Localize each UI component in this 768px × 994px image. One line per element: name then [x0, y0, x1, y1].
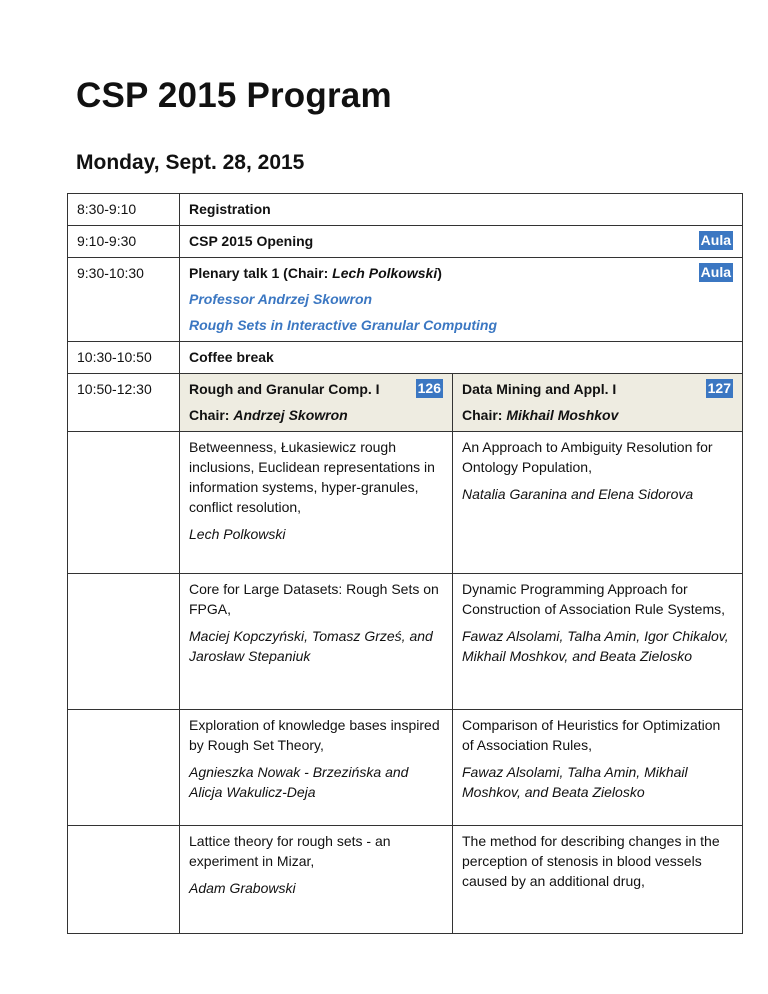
paper-left: [180, 574, 453, 710]
session-right-header: [453, 374, 743, 432]
plenary-chair: Lech Polkowski: [332, 265, 438, 281]
paper-title: Core for Large Datasets: Rough Sets on FPGA,: [189, 581, 439, 617]
paper-title: Lattice theory for rough sets - an experiment in Mizar,: [189, 833, 391, 869]
paper-authors: Fawaz Alsolami, Talha Amin, Mikhail Moshkov, and Beata Zielosko: [462, 764, 688, 800]
paper-authors: Adam Grabowski: [189, 880, 296, 896]
session-title: Rough and Granular Comp. I: [189, 381, 380, 397]
room-badge: Aula: [700, 264, 731, 280]
room-badge: Aula: [700, 232, 731, 248]
time-cell: [68, 574, 180, 710]
session-chair: Mikhail Moshkov: [506, 407, 619, 423]
time-cell: 9:10-9:30: [68, 226, 180, 258]
page-title: CSP 2015 Program: [76, 76, 392, 115]
table-row: [68, 374, 743, 432]
time-cell: 10:30-10:50: [68, 342, 180, 374]
room-badge: 127: [707, 380, 731, 396]
paper-authors: Agnieszka Nowak - Brzezińska and Alicja Wakulicz-Deja: [189, 764, 409, 800]
session-chair: Andrzej Skowron: [233, 407, 348, 423]
paper-left: [180, 432, 453, 574]
plenary-speaker: Professor Andrzej Skowron: [189, 291, 373, 307]
paper-title: Betweenness, Łukasiewicz rough inclusions, Euclidean representations in information systems, hyper-granules, conflict resolution,: [189, 439, 435, 515]
opening-cell: [180, 226, 743, 258]
registration-label: Registration: [180, 194, 743, 226]
opening-label: CSP 2015 Opening: [189, 233, 314, 249]
paper-title: Dynamic Programming Approach for Construction of Association Rule Systems,: [462, 581, 726, 617]
time-cell: [68, 826, 180, 934]
coffee-label: Coffee break: [180, 342, 743, 374]
table-row: [68, 826, 743, 934]
paper-left: [180, 826, 453, 934]
time-cell: [68, 432, 180, 574]
room-badge: 126: [417, 380, 441, 396]
table-row: [68, 194, 743, 226]
plenary-cell: [180, 258, 743, 342]
paper-right: [453, 710, 743, 826]
chair-label: Chair:: [189, 407, 234, 423]
table-row: [68, 710, 743, 826]
table-row: [68, 342, 743, 374]
paper-authors: Maciej Kopczyński, Tomasz Grześ, and Jarosław Stepaniuk: [189, 628, 433, 664]
paper-left: [180, 710, 453, 826]
time-cell: 10:50-12:30: [68, 374, 180, 432]
time-cell: [68, 710, 180, 826]
paper-right: [453, 574, 743, 710]
paper-right: [453, 432, 743, 574]
table-row: [68, 574, 743, 710]
table-row: [68, 432, 743, 574]
paper-right: [453, 826, 743, 934]
time-cell: 8:30-9:10: [68, 194, 180, 226]
plenary-close: ): [437, 265, 442, 281]
plenary-label: Plenary talk 1 (Chair:: [189, 265, 333, 281]
table-row: [68, 226, 743, 258]
table-row: [68, 258, 743, 342]
paper-title: Comparison of Heuristics for Optimization of Association Rules,: [462, 717, 721, 753]
plenary-talk-title: Rough Sets in Interactive Granular Computing: [189, 317, 498, 333]
paper-title: An Approach to Ambiguity Resolution for Ontology Population,: [462, 439, 713, 475]
paper-title: Exploration of knowledge bases inspired by Rough Set Theory,: [189, 717, 440, 753]
paper-title: The method for describing changes in the perception of stenosis in blood vessels caused by an additional drug,: [462, 833, 720, 889]
time-cell: 9:30-10:30: [68, 258, 180, 342]
paper-authors: Natalia Garanina and Elena Sidorova: [462, 486, 694, 502]
paper-authors: Fawaz Alsolami, Talha Amin, Igor Chikalov, Mikhail Moshkov, and Beata Zielosko: [462, 628, 729, 664]
session-left-header: [180, 374, 453, 432]
session-title: Data Mining and Appl. I: [462, 381, 617, 397]
program-table: [67, 193, 743, 934]
chair-label: Chair:: [462, 407, 507, 423]
day-heading: Monday, Sept. 28, 2015: [76, 151, 305, 174]
paper-authors: Lech Polkowski: [189, 526, 286, 542]
